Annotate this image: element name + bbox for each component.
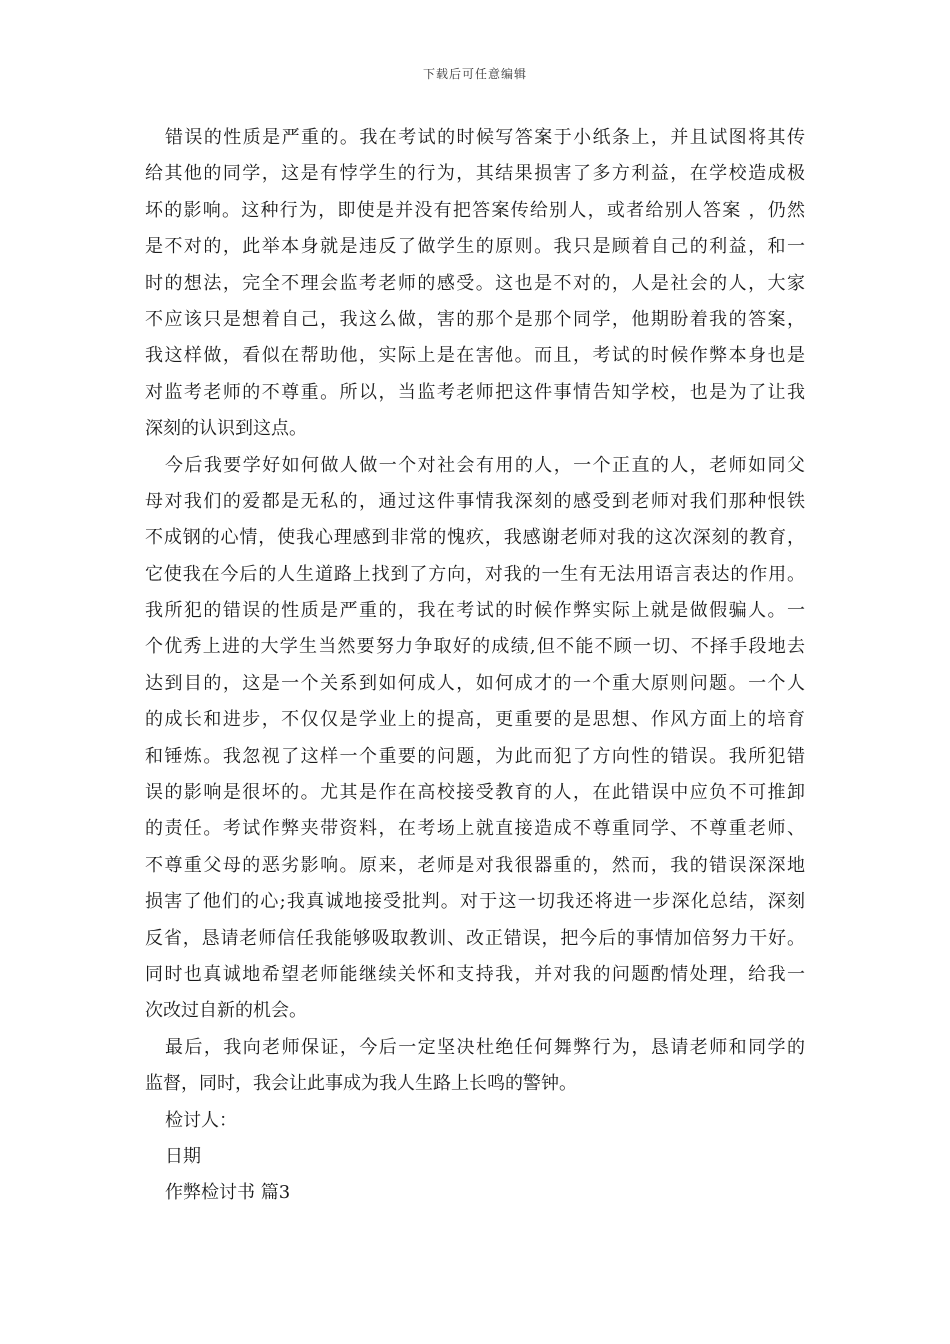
section-title: 作弊检讨书 篇3 — [165, 1182, 291, 1204]
text-line: 对监考老师的不尊重。所以，当监考老师把这件事情告知学校，也是为了让我 — [145, 381, 805, 403]
text-line: 次改过自新的机会。 — [145, 1000, 307, 1022]
text-line: 达到目的，这是一个关系到如何成人，如何成才的一个重大原则问题。一个人 — [145, 672, 805, 694]
document-body — [145, 120, 805, 1212]
text-line: 的成长和进步，不仅仅是学业上的提高，更重要的是思想、作风方面上的培育 — [145, 709, 805, 731]
paragraph — [145, 120, 805, 448]
text-line: 和锤炼。我忽视了这样一个重要的问题，为此而犯了方向性的错误。我所犯错 — [145, 745, 805, 767]
paragraph — [145, 448, 805, 1030]
text-line: 不成钢的心情，使我心理感到非常的愧疚，我感谢老师对我的这次深刻的教育， — [145, 527, 805, 549]
text-line: 不尊重父母的恶劣影响。原来，老师是对我很器重的，然而，我的错误深深地 — [145, 854, 805, 876]
text-line: 给其他的同学，这是有悖学生的行为，其结果损害了多方利益，在学校造成极 — [145, 163, 805, 185]
text-line: 是不对的，此举本身就是违反了做学生的原则。我只是顾着自己的利益，和一 — [145, 236, 805, 258]
date-label: 日期 — [165, 1145, 201, 1167]
text-line: 同时也真诚地希望老师能继续关怀和支持我，并对我的问题酌情处理，给我一 — [145, 963, 805, 985]
text-line: 坏的影响。这种行为，即使是并没有把答案传给别人，或者给别人答案 ，仍然 — [145, 199, 805, 221]
text-line: 错误的性质是严重的。我在考试的时候写答案于小纸条上，并且试图将其传 — [165, 127, 805, 148]
reviewer-label: 检讨人： — [165, 1109, 237, 1131]
page-header: 下载后可任意编辑 — [422, 67, 527, 81]
paragraph — [145, 1030, 805, 1103]
text-line: 最后，我向老师保证，今后一定坚决杜绝任何舞弊行为，恳请老师和同学的 — [165, 1036, 805, 1058]
text-line: 损害了他们的心;我真诚地接受批判。对于这一切我还将进一步深化总结，深刻 — [145, 891, 805, 913]
text-line: 个优秀上进的大学生当然要努力争取好的成绩,但不能不顾一切、不择手段地去 — [145, 636, 805, 658]
text-line: 时的想法，完全不理会监考老师的感受。这也是不对的，人是社会的人，大家 — [145, 272, 805, 294]
text-line: 不应该只是想着自己，我这么做，害的那个是那个同学，他期盼着我的答案， — [145, 308, 805, 330]
text-line: 的责任。考试作弊夹带资料，在考场上就直接造成不尊重同学、不尊重老师、 — [145, 818, 805, 840]
text-line: 反省，恳请老师信任我能够吸取教训、改正错误，把今后的事情加倍努力干好。 — [145, 927, 805, 949]
text-line: 误的影响是很坏的。尤其是作在高校接受教育的人，在此错误中应负不可推卸 — [145, 782, 805, 804]
text-line: 深刻的认识到这点。 — [145, 418, 307, 440]
text-line: 我这样做，看似在帮助他，实际上是在害他。而且，考试的时候作弊本身也是 — [145, 345, 805, 367]
text-line: 母对我们的爱都是无私的，通过这件事情我深刻的感受到老师对我们那种恨铁 — [145, 490, 805, 512]
text-line: 它使我在今后的人生道路上找到了方向，对我的一生有无法用语言表达的作用。 — [145, 563, 805, 585]
text-line: 监督，同时，我会让此事成为我人生路上长鸣的警钟。 — [145, 1073, 577, 1095]
text-line: 我所犯的错误的性质是严重的，我在考试的时候作弊实际上就是做假骗人。一 — [145, 600, 805, 622]
text-line: 今后我要学好如何做人做一个对社会有用的人，一个正直的人，老师如同父 — [165, 454, 805, 476]
